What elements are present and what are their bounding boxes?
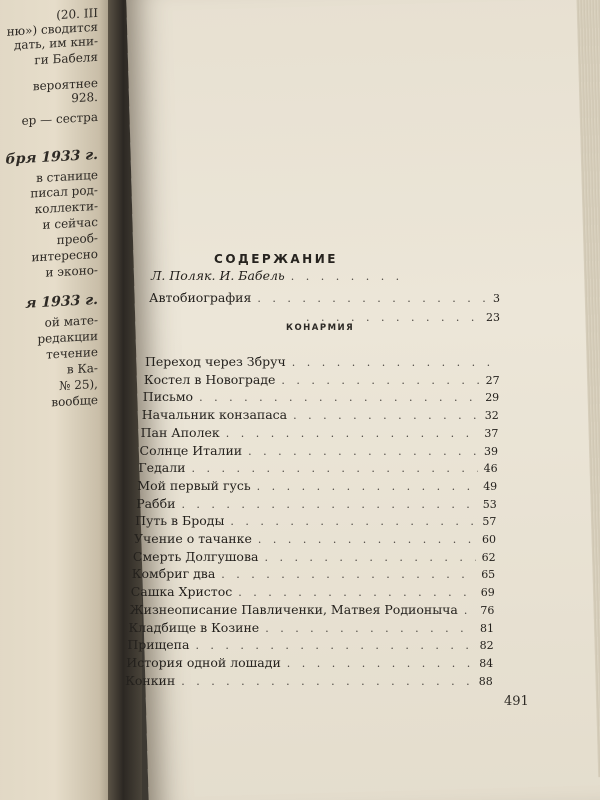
toc-entry-label: Гедали — [138, 460, 186, 476]
toc-entry-label: Учение о тачанке — [134, 531, 252, 546]
toc-entry — [141, 425, 499, 440]
toc-entry — [127, 637, 493, 652]
toc-leader-dots — [195, 639, 473, 652]
toc-entry-label: Мой первый гусь — [137, 477, 251, 493]
toc-leader-dots — [238, 586, 475, 599]
toc-entry-page: 88 — [478, 674, 493, 688]
toc-entry-page: 3 — [493, 292, 500, 305]
toc-entry-label: Конкин — [125, 672, 176, 688]
toc-entry — [144, 372, 500, 387]
left-page-line: течение — [46, 344, 98, 362]
toc-leader-dots — [264, 551, 475, 564]
left-page-line: бря 1933 г. — [5, 146, 98, 168]
toc-entry-label: Автобиография — [149, 290, 252, 305]
toc-entry-page: 27 — [485, 373, 500, 387]
left-page-line: в Ка- — [66, 360, 98, 377]
left-page-line: ги Бабеля — [34, 49, 98, 68]
toc-entry — [129, 620, 495, 635]
toc-leader-dots — [265, 622, 474, 635]
toc-entry-label: Пан Аполек — [140, 424, 220, 440]
toc-entry-label: Рабби — [136, 495, 176, 511]
toc-entry — [138, 460, 497, 475]
left-page-line: дать, им кни- — [13, 33, 98, 53]
toc-entry — [136, 496, 497, 511]
toc-entry — [140, 443, 499, 458]
left-page-line: писал род- — [30, 182, 98, 201]
toc-entry — [145, 354, 500, 369]
toc-entry-label: Письмо — [142, 389, 194, 405]
toc-entry — [125, 673, 493, 688]
toc-entry-page: 49 — [483, 479, 498, 493]
toc-entry-label: Смерть Долгушова — [132, 548, 259, 564]
left-page — [0, 0, 118, 800]
toc-entry-label: Солнце Италии — [139, 442, 243, 458]
toc-entry — [126, 655, 493, 670]
toc-leader-dots — [181, 498, 476, 511]
toc-entry-label: История одной лошади — [126, 654, 281, 670]
toc-entry-label: Переход через Збруч — [145, 354, 286, 369]
toc-entry — [149, 290, 500, 305]
toc-entry-label: Сашка Христос — [130, 584, 233, 600]
toc-leader-dots — [257, 480, 478, 493]
left-page-line: (20. III — [56, 5, 98, 23]
toc-entry-label: Прищепа — [127, 637, 190, 653]
toc-entry-page: 62 — [481, 550, 496, 564]
left-page-line: № 25), — [59, 376, 98, 393]
left-page-line: и эконо- — [45, 262, 98, 280]
left-page-line: вероятнее — [32, 75, 98, 94]
toc-leader-dots — [257, 292, 487, 305]
left-page-line: 928. — [71, 89, 98, 106]
toc-leader-dots — [181, 675, 473, 688]
toc-entry — [151, 268, 409, 283]
toc-entry-page: 69 — [480, 586, 495, 600]
toc-entry-page: 76 — [480, 603, 495, 617]
toc-leader-dots — [291, 270, 403, 283]
left-page-line: и сейчас — [42, 214, 98, 232]
toc-leader-dots — [292, 356, 494, 369]
contents-title: СОДЕРЖАНИЕ — [214, 252, 338, 266]
left-page-line: в станице — [36, 167, 98, 186]
toc-entry-page: 39 — [484, 444, 498, 458]
toc-entry-page: 84 — [479, 656, 494, 670]
left-page-line: редакции — [37, 328, 98, 347]
toc-entry — [133, 549, 496, 564]
toc-entry-page: 32 — [484, 409, 499, 423]
toc-entry-label: Кладбище в Козине — [128, 619, 260, 635]
toc-entry-page: 37 — [484, 426, 499, 440]
toc-leader-dots — [281, 374, 479, 387]
toc-leader-dots — [293, 409, 479, 422]
toc-entry — [130, 602, 495, 617]
toc-leader-dots — [192, 462, 478, 475]
left-page-line: ой мате- — [44, 312, 98, 330]
left-page-line: ер — сестра — [21, 109, 98, 128]
toc-leader-dots — [226, 427, 479, 440]
toc-entry — [134, 531, 496, 546]
toc-leader-dots — [199, 391, 479, 404]
toc-leader-dots — [464, 604, 475, 617]
toc-entry — [135, 513, 496, 528]
left-page-line: вообще — [51, 392, 98, 410]
toc-entry-page: 23 — [486, 311, 500, 324]
toc-leader-dots — [230, 515, 476, 528]
toc-entry-page: 46 — [483, 462, 498, 476]
toc-entry — [131, 584, 495, 599]
toc-entry-label: Л. Поляк. И. Бабель — [151, 268, 285, 283]
toc-entry-label: Костел в Новограде — [143, 371, 276, 387]
toc-leader-dots — [287, 657, 473, 670]
page-edges — [576, 0, 600, 777]
toc-entry-page: 60 — [482, 533, 496, 546]
section-title: КОНАРМИЯ — [286, 323, 355, 333]
toc-entry-label: Жизнеописание Павличенки, Матвея Родионыча — [129, 601, 458, 617]
left-page-line: коллекти- — [34, 198, 98, 217]
left-page-line: преоб- — [56, 230, 98, 248]
toc-leader-dots — [258, 533, 476, 546]
toc-leader-dots — [248, 445, 478, 458]
toc-entry-label: Комбриг два — [131, 566, 216, 582]
toc-entry — [142, 407, 499, 422]
toc-entry-page: 53 — [482, 497, 497, 511]
toc-entry-page: 82 — [479, 639, 494, 653]
toc-entry — [132, 566, 495, 581]
toc-entry-label: Путь в Броды — [135, 513, 225, 529]
toc-entry-label: Начальник конзапаса — [141, 407, 288, 423]
toc-entry-page: 29 — [485, 391, 500, 405]
left-page-line: ню») сводится — [6, 19, 98, 39]
toc-leader-dots — [221, 568, 475, 581]
toc-entry-page: 65 — [481, 568, 496, 582]
left-page-line: я 1933 г. — [25, 291, 98, 312]
page-number: 491 — [504, 694, 529, 709]
toc-entry — [143, 389, 499, 404]
left-page-line: интересно — [31, 246, 98, 265]
toc-entry — [137, 478, 497, 493]
toc-entry-page: 57 — [482, 515, 497, 529]
toc-entry-page: 81 — [480, 621, 494, 635]
